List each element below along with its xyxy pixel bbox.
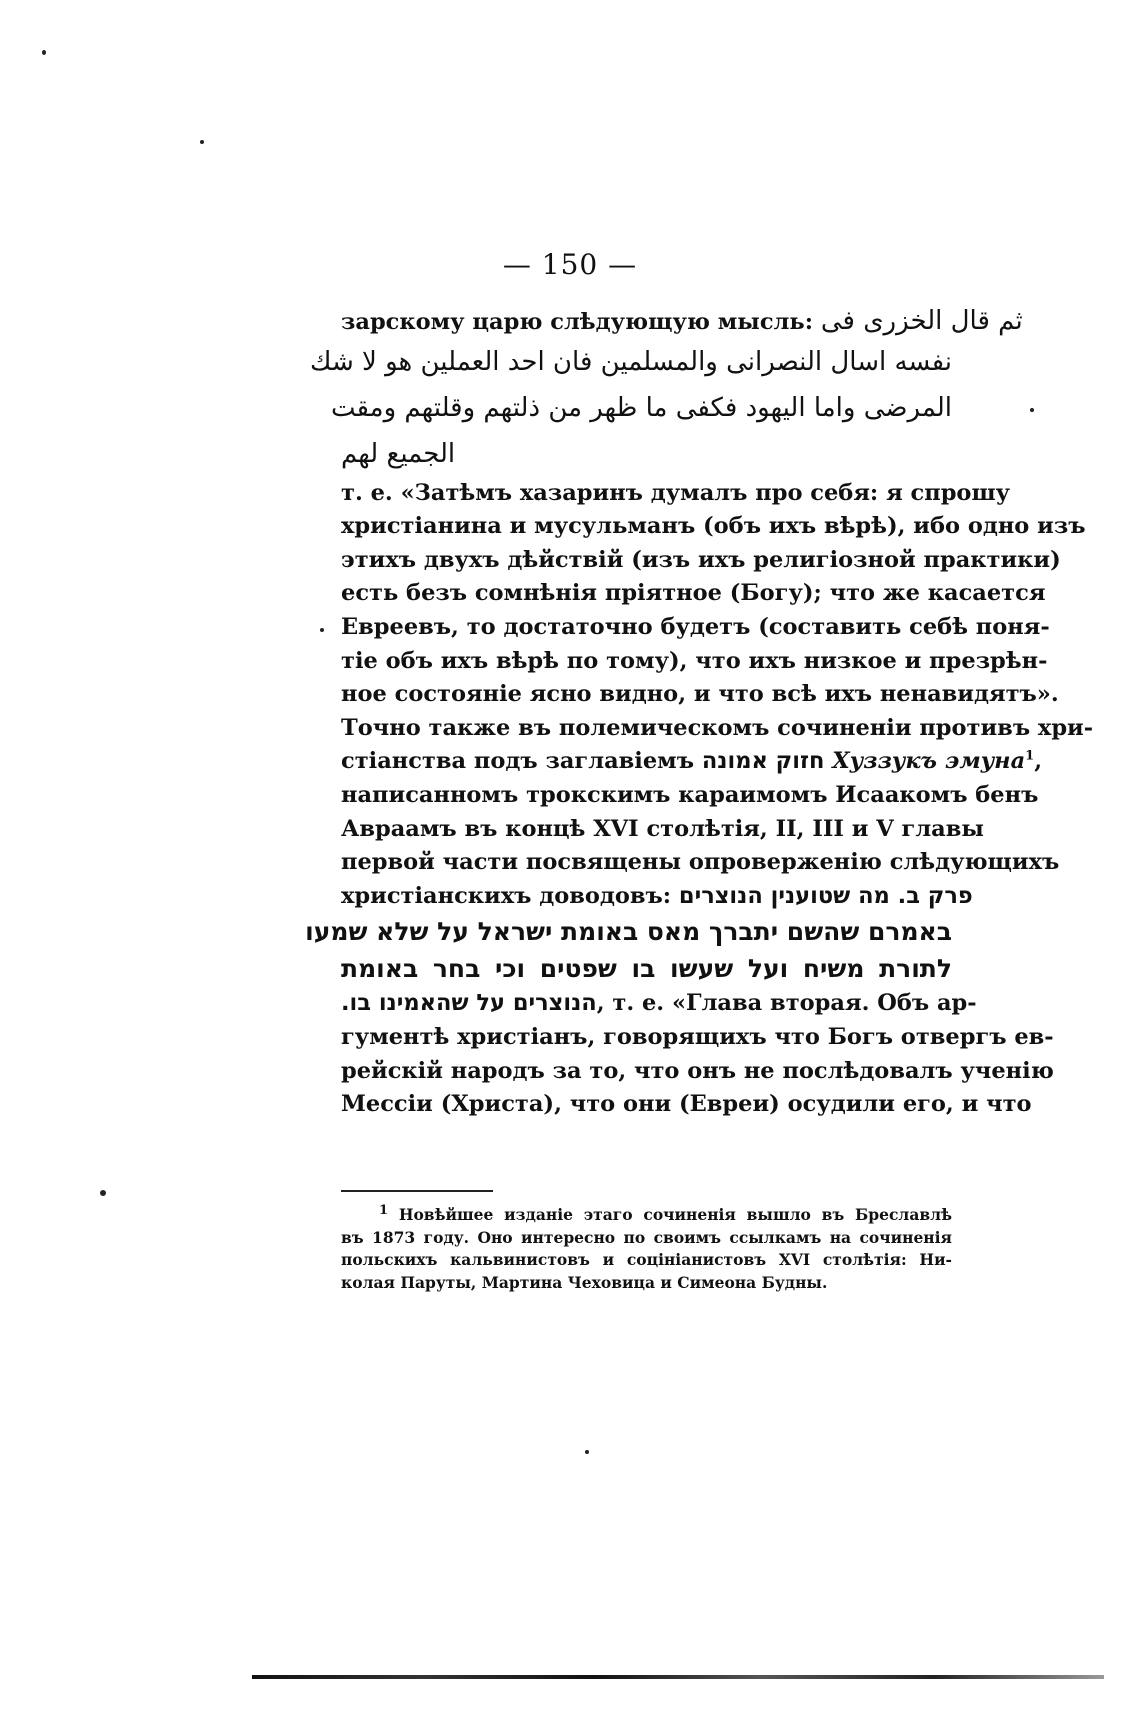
line-lead-text: зарскому царю слѣдующую мысль: — [341, 309, 813, 335]
hebrew-quote-line: לתורת משיח ועל שעשו בו שפטים וכי בחר באומת — [341, 954, 952, 984]
footnote-separator — [341, 1190, 493, 1192]
scan-speck — [585, 1450, 589, 1454]
scan-speck — [320, 628, 324, 632]
text-line: гументѣ христіанъ, говорящихъ что Богъ отвергъ ев- — [341, 1023, 1054, 1050]
footnote-text: Новѣйшее изданіе этаго сочиненія вышло въ Бреславлѣ — [398, 1205, 952, 1224]
footnote-line: польскихъ кальвинистовъ и соцініанистовъ XVI столѣтія: Ни- — [341, 1250, 952, 1269]
text-line: Точно также въ полемическомъ сочиненіи противъ хри- — [341, 714, 1094, 741]
footnote-mark: 1 — [379, 1202, 389, 1218]
text-line — [341, 880, 973, 914]
scan-speck — [100, 1190, 106, 1196]
text-line: тіе объ ихъ вѣрѣ по тому), что ихъ низкое и презрѣн- — [341, 647, 1048, 674]
hebrew-quote-start: פרק ב. מה שטוענין הנוצרים — [678, 882, 973, 909]
arabic-quote-line: الجميع لهم — [341, 438, 456, 469]
page-number: — 150 — — [502, 248, 638, 281]
hebrew-quote-end: הנוצרים על שהאמינו בו. — [341, 990, 597, 1017]
text-line: написанномъ трокскимъ караимомъ Исаакомъ бенъ — [341, 781, 1039, 808]
footnote — [341, 1204, 952, 1294]
arabic-quote-line: المرضى واما اليهود فكفى ما ظهر من ذلتهم وقلتهم ومقت — [331, 392, 952, 423]
arabic-quote-line: نفسه اسال النصرانى والمسلمين فان احد العملين هو لا شك — [310, 346, 952, 377]
scan-speck — [42, 50, 46, 55]
main-text — [305, 305, 1094, 1122]
text-line: стіанства подъ заглавіемъ חזוק אמונה Хуззукъ эмуна$^1$, — [341, 748, 1043, 775]
text-line: Евреевъ, то достаточно будетъ (составить себѣ поня- — [341, 613, 1050, 640]
text-line — [341, 305, 1023, 339]
text-line: ное состояніе ясно видно, и что всѣ ихъ ненавидятъ». — [341, 681, 1059, 708]
footnote-line — [341, 1204, 952, 1227]
footnote-line: колая Паруты, Мартина Чеховица и Симеона Будны. — [341, 1272, 828, 1292]
footnote-line: въ 1873 году. Оно интересно по своимъ ссылкамъ на сочиненія — [341, 1227, 952, 1247]
line-lead-text: христіанскихъ доводовъ: — [341, 882, 672, 909]
text-line: первой части посвящены опроверженію слѣдующихъ — [341, 849, 1060, 876]
footnote-reference: 1 — [1025, 748, 1035, 764]
line-rest-text: , т. е. «Глава вторая. Объ ар- — [596, 990, 977, 1017]
text-line: т. е. «Затѣмъ хазаринъ думалъ про себя: я спрошу — [341, 479, 1011, 506]
text-line: Мессіи (Христа), что они (Евреи) осудили его, и что — [341, 1091, 1032, 1118]
hebrew-quote-line: באמרם שהשם יתברך מאס באומת ישראל על שלא שמעו — [305, 917, 952, 947]
scan-speck — [1030, 408, 1034, 412]
text-line: этихъ двухъ дѣйствій (изъ ихъ религіозной практики) — [341, 546, 1061, 573]
text-line: Авраамъ въ концѣ XVI столѣтія, II, III и V главы — [341, 815, 984, 842]
text-line: рейскій народъ за то, что онъ не послѣдовалъ ученію — [341, 1057, 1054, 1084]
text-line: есть безъ сомнѣнія пріятное (Богу); что же касается — [341, 580, 1046, 607]
scan-edge-band — [252, 1675, 1104, 1679]
text-line: христіанина и мусульманъ (объ ихъ вѣрѣ), ибо одно изъ — [341, 513, 1086, 540]
arabic-quote-start: ثم قال الخزرى فى — [820, 306, 1023, 336]
hebrew-title: חזוק אמונה — [701, 748, 825, 775]
title-transliteration: Хуззукъ эмуна — [832, 748, 1026, 775]
text-line — [341, 987, 977, 1021]
line-lead-text: стіанства подъ заглавіемъ — [341, 748, 694, 775]
scan-speck — [200, 140, 204, 144]
